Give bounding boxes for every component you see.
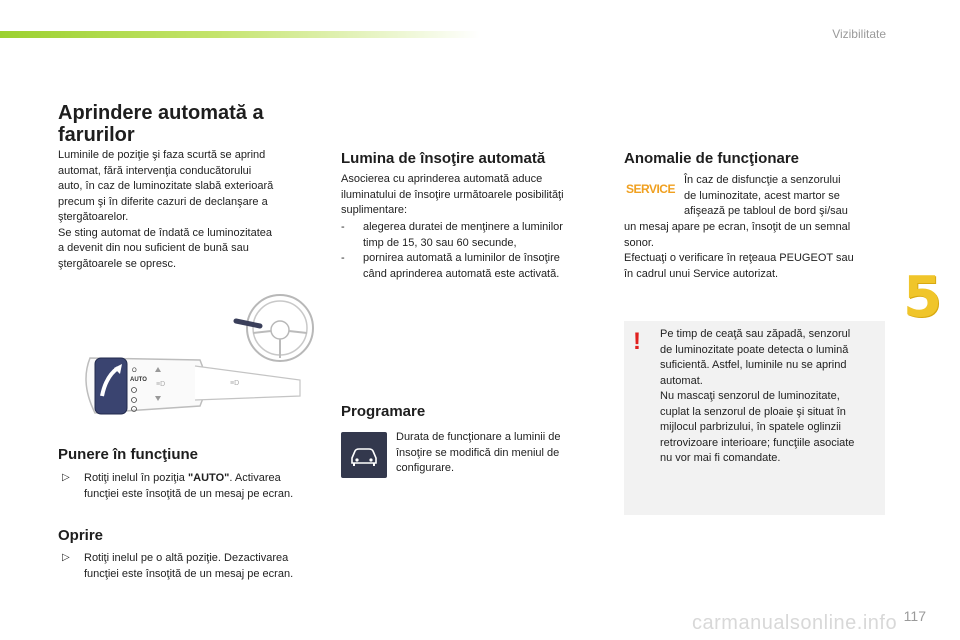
follow-me-options	[341, 220, 611, 282]
arrow-bullet-icon: ▷	[62, 552, 70, 563]
anomaly-text: un mesaj apare pe ecran, însoţit de un semnal sonor. Efectuaţi o verificare în reţeaua PEUGEOT sau în cadrul unui Service autorizat.	[624, 221, 854, 280]
main-title: Aprindere automată a farurilor	[58, 102, 264, 146]
chapter-number: 5	[903, 265, 942, 330]
programming-heading: Programare	[341, 403, 426, 420]
header-accent-bar	[0, 31, 480, 38]
svg-text:O: O	[132, 368, 137, 374]
svg-text:≡D: ≡D	[230, 380, 240, 387]
list-item: - pornirea automată a luminilor de însoţire când aprinderea automată este activată.	[341, 252, 560, 280]
activate-instruction: ▷ Rotiţi inelul în poziţia "AUTO". Activarea funcţiei este însoţită de un mesaj pe ecran.	[62, 472, 294, 500]
exclamation-icon: !	[633, 328, 641, 355]
follow-me-intro: Asocierea cu aprinderea automată aduce iluminatului de însoţire următoarele posibilităţi suplimentare:	[341, 173, 564, 216]
watermark: carmanualsonline.info	[692, 612, 898, 634]
arrow-bullet-icon: ▷	[62, 472, 70, 483]
stop-heading: Oprire	[58, 527, 104, 544]
service-warning-icon: SERVICE	[626, 182, 675, 196]
list-item: - alegerea duratei de menţinere a luminilor timp de 15, 30 sau 60 secunde,	[341, 221, 563, 249]
warning-text: Pe timp de ceaţă sau zăpadă, senzorul de luminozitate poate detecta o lumină suficientă. Astfel, luminile nu se aprind automat. Nu mascaţi senzorul de luminozitate, cuplat la senzorul de ploaie şi situat în mijlocul parbrizului, în spatele oglinzii retrovizoare interioare; funcţiile asociate nu vor mai fi comandate.	[660, 328, 855, 464]
vehicle-settings-icon	[341, 432, 387, 478]
steering-wheel-icon	[247, 295, 313, 361]
activate-heading: Punere în funcţiune	[58, 446, 199, 463]
programming-text: Durata de funcţionare a luminii de însoţire se modifică din meniul de configurare.	[396, 431, 561, 474]
anomaly-text-indented: În caz de disfuncţie a senzorului de luminozitate, acest martor se afişează pe tabloul de bord şi/sau	[684, 174, 848, 217]
stop-instruction: ▷ Rotiţi inelul pe o altă poziţie. Dezactivarea funcţiei este însoţită de un mesaj pe ecran.	[62, 552, 294, 580]
page-number: 117	[903, 608, 926, 624]
follow-me-heading: Lumina de însoţire automată	[341, 150, 546, 167]
svg-text:≡D: ≡D	[156, 381, 166, 388]
intro-text: Luminile de poziţie şi faza scurtă se aprind automat, fără intervenţia conducătorului auto, în caz de luminozitate slabă exterioară precum şi în diferite cazuri de declanşare a ştergătoarelor. Se sting automat de îndată ce luminozitatea a devenit din nou suficient de bună sau ştergătoarele se opresc.	[58, 149, 274, 270]
headlight-stalk-illustration	[70, 288, 320, 428]
anomaly-heading: Anomalie de funcţionare	[624, 150, 800, 167]
section-label: Vizibilitate	[832, 27, 886, 41]
auto-ring-label: AUTO	[130, 377, 147, 383]
lighting-stalk-icon	[86, 358, 300, 414]
